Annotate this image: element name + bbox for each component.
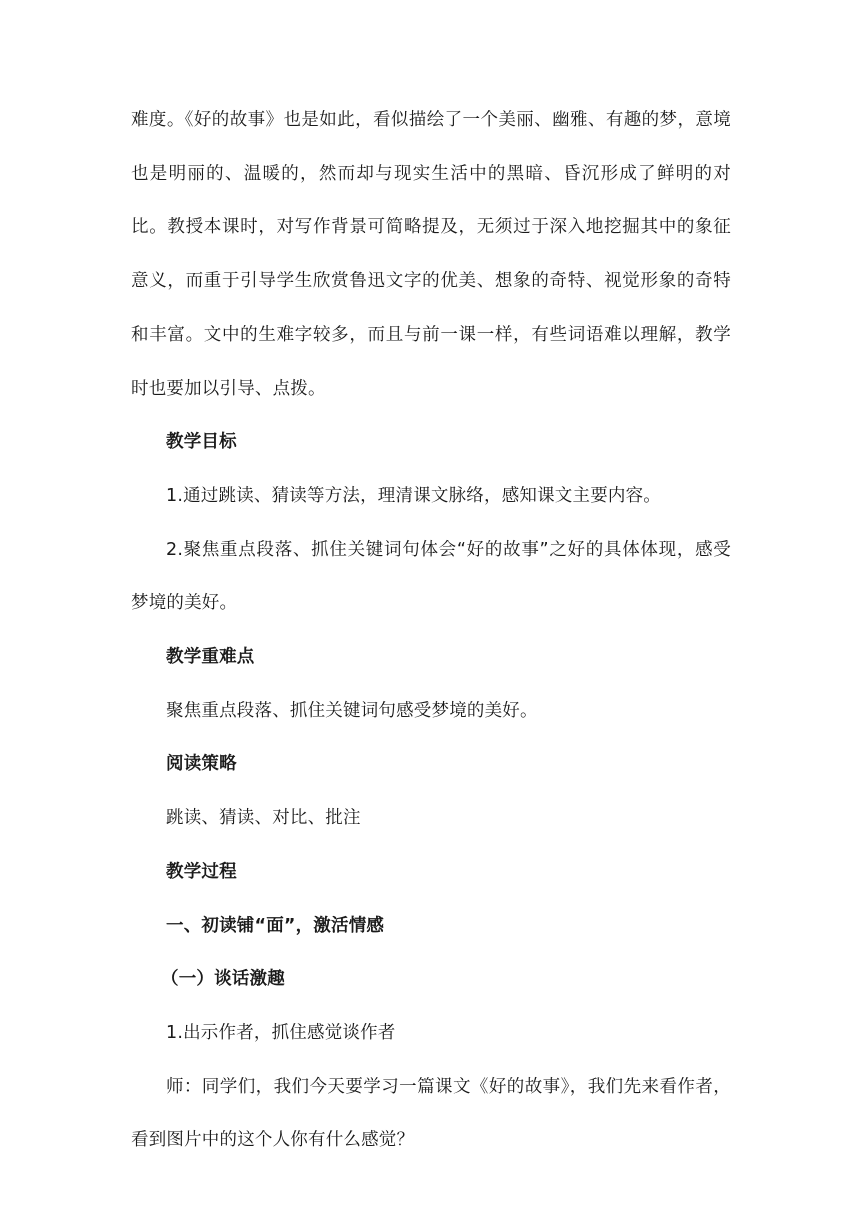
goals-heading: 教学目标 [166, 432, 237, 453]
intro-paragraph: 难度。《好的故事》也是如此，看似描绘了一个美丽、幽雅、有趣的梦，意境也是明丽的、温暖的，然而却与现实生活中的黑暗、昏沉形成了鲜明的对比。教授本课时，对写作背景可简略提及，无须过于深入地挖掘其中的象征意义，而重于引导学生欣赏鲁迅文字的优美、想象的奇特、视觉形象的奇特和丰富。文中的生难字较多，而且与前一课一样，有些词语难以理解，教学时也要加以引导、点拨。 [131, 110, 731, 399]
goal-item-1: 1.通过跳读、猜读等方法，理清课文脉络，感知课文主要内容。 [166, 485, 661, 506]
strategy-heading: 阅读策略 [166, 754, 237, 775]
document-body [131, 94, 731, 1168]
teacher-dialogue: 师：同学们，我们今天要学习一篇课文《好的故事》，我们先来看作者，看到图片中的这个人你有什么感觉？ [131, 1076, 731, 1151]
key-points-text: 聚焦重点段落、抓住关键词句感受梦境的美好。 [166, 700, 538, 721]
strategy-text: 跳读、猜读、对比、批注 [166, 808, 361, 829]
goal-item-2: 2.聚焦重点段落、抓住关键词句体会“好的故事”之好的具体体现，感受梦境的美好。 [131, 539, 731, 614]
step-1-text: 1.出示作者，抓住感觉谈作者 [166, 1022, 396, 1043]
subsection-1-heading: （一）谈话激趣 [161, 969, 285, 990]
section-1-heading: 一、初读铺“面”，激活情感 [166, 915, 385, 936]
key-points-heading: 教学重难点 [166, 647, 255, 668]
process-heading: 教学过程 [166, 861, 237, 882]
